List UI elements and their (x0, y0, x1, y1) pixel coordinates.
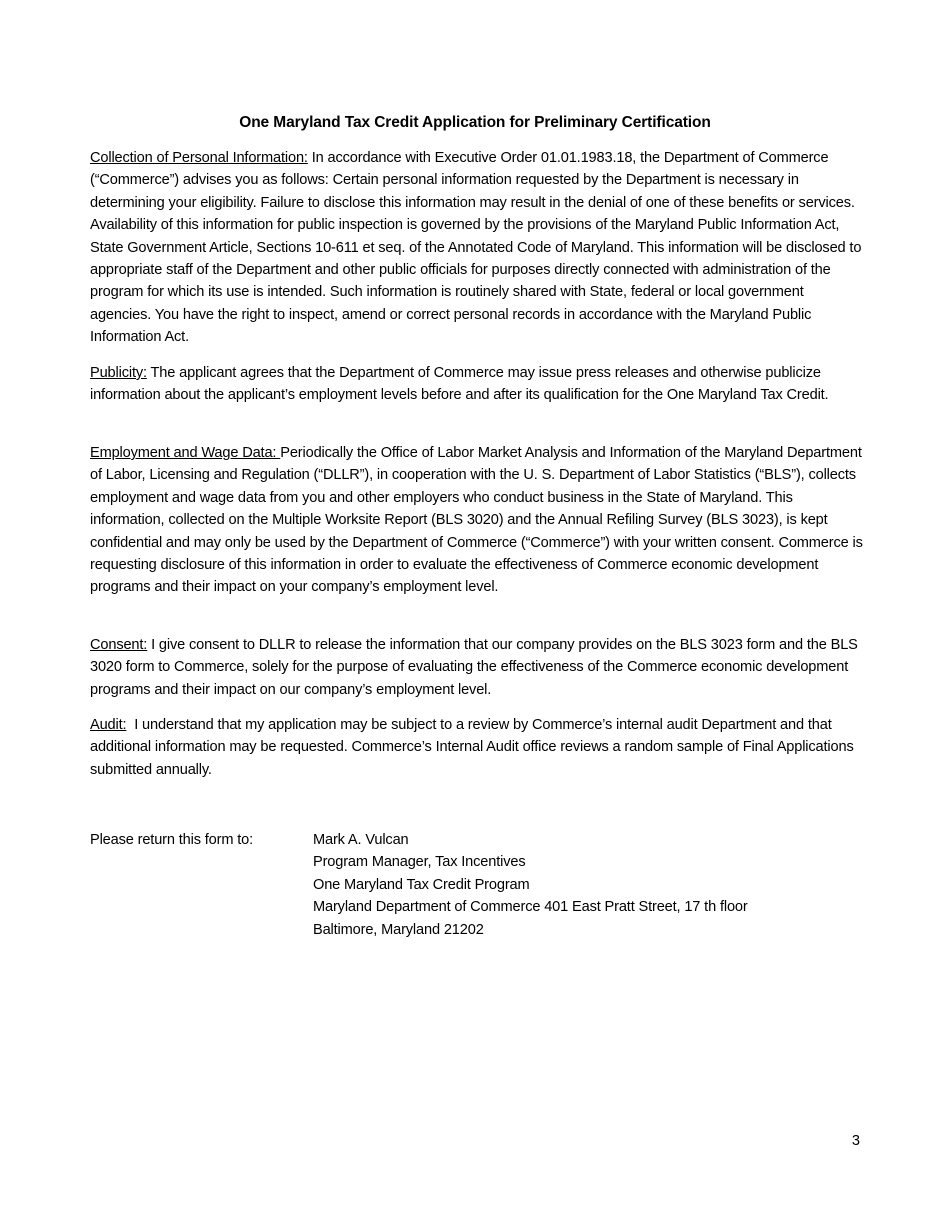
page-number: 3 (851, 1133, 860, 1149)
consent-paragraph (90, 634, 865, 701)
contact-name: Mark A. Vulcan (313, 832, 409, 848)
audit-paragraph (90, 714, 865, 781)
return-to-label: Please return this form to: (90, 832, 254, 848)
employment-wage-data-paragraph (90, 442, 865, 599)
consent-body: I give consent to DLLR to release the information that our company provides on the BLS 3023 form and the BLS 3020 form to Commerce, solely for the purpose of evaluating the effectiveness of the Commerce economic development programs and their impact on our company’s employment level. (90, 637, 858, 698)
publicity-paragraph (90, 362, 865, 407)
consent-heading: Consent: (90, 637, 148, 653)
employment-wage-data-heading: Employment and Wage Data: (90, 445, 281, 461)
personal-information-body: In accordance with Executive Order 01.01.1983.18, the Department of Commerce (“Commerce”) advises you as follows: Certain personal information requested by the Department is necessary in determining your eligibility. Failure to disclose this information may result in the denial of one of these benefits or services. Availability of this information for public inspection is governed by the provisions of the Maryland Public Information Act, State Government Article, Sections 10-611 et seq. of the Annotated Code of Maryland. This information will be disclosed to appropriate staff of the Department and other public officials for purposes directly connected with administration of the program for which its use is intended. Such information is routinely shared with State, federal or local government agencies. You have the right to inspect, amend or correct personal records in accordance with the Maryland Public Information Act. (90, 150, 862, 346)
document-title: One Maryland Tax Credit Application for Preliminary Certification (239, 114, 711, 131)
contact-position: Program Manager, Tax Incentives (313, 854, 526, 871)
audit-heading: Audit: (90, 717, 127, 733)
city-state-zip: Baltimore, Maryland 21202 (313, 921, 484, 938)
audit-body: I understand that my application may be subject to a review by Commerce’s internal audit Department and that additional information may be requested. Commerce’s Internal Audit office reviews a random sample of Final Applications submitted annually. (90, 717, 858, 778)
publicity-heading: Publicity: (90, 365, 147, 381)
program-name: One Maryland Tax Credit Program (313, 876, 530, 893)
personal-information-heading: Collection of Personal Information: (90, 150, 308, 166)
return-address-block (313, 829, 748, 941)
employment-wage-data-body: Periodically the Office of Labor Market Analysis and Information of the Maryland Department of Labor, Licensing and Regulation (“DLLR”), in cooperation with the U. S. Department of Labor Statistics (“BLS”), collects employment and wage data from you and other employers who conduct business in the State of Maryland. This information, collected on the Multiple Worksite Report (BLS 3020) and the Annual Refiling Survey (BLS 3023), is kept confidential and may only be used by the Department of Commerce (“Commerce”) with your written consent. Commerce is requesting disclosure of this information in order to evaluate the effectiveness of Commerce economic development programs and their impact on your company’s employment level. (90, 445, 863, 596)
street-address: Maryland Department of Commerce 401 East Pratt Street, 17 th floor (313, 899, 748, 916)
publicity-body: The applicant agrees that the Department of Commerce may issue press releases and otherwise publicize information about the applicant’s employment levels before and after its qualification for the One Maryland Tax Credit. (90, 365, 829, 404)
personal-information-paragraph (90, 147, 865, 349)
